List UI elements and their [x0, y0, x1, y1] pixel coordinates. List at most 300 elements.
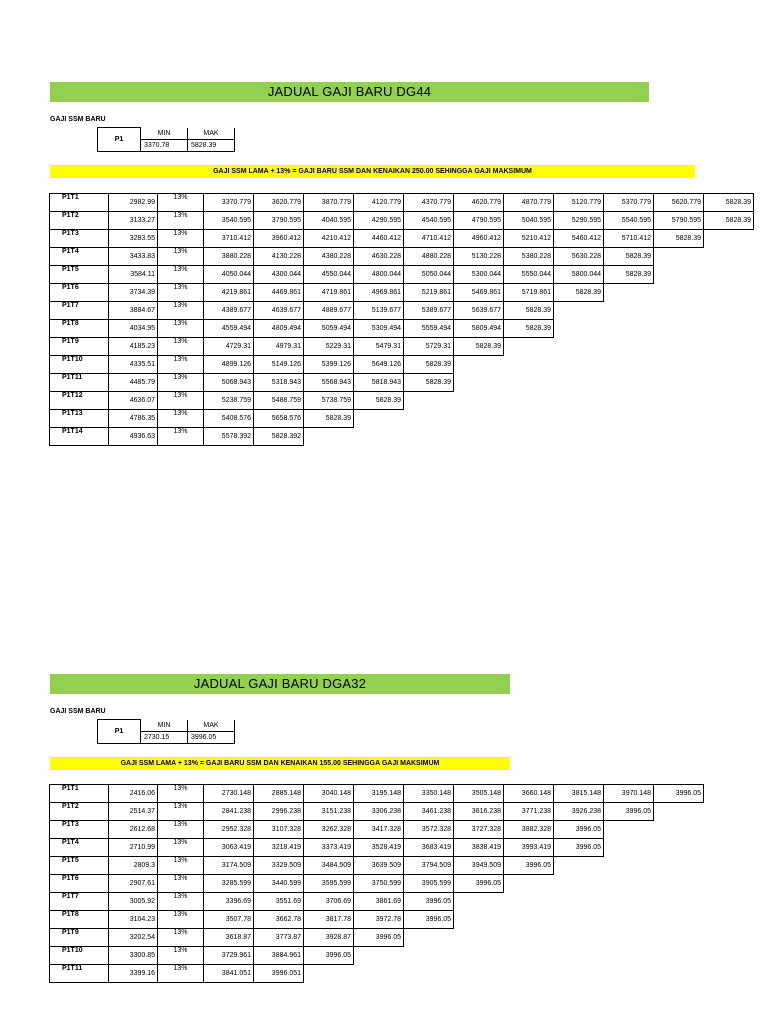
salary-value-cell: 4469.861	[254, 284, 304, 302]
empty-cell	[704, 266, 754, 284]
empty-cell	[554, 302, 604, 320]
grade-step-cell: P1T4	[50, 839, 109, 857]
empty-cell	[354, 410, 404, 428]
salary-value-cell: 2885.148	[254, 785, 304, 803]
empty-cell	[454, 965, 504, 983]
empty-cell	[704, 356, 754, 374]
table-row	[50, 212, 754, 230]
percent-cell: 13%	[158, 821, 204, 839]
salary-value-cell: 3350.148	[404, 785, 454, 803]
salary-value-cell: 3882.328	[504, 821, 554, 839]
salary-value-cell: 5710.412	[604, 230, 654, 248]
salary-value-cell: 5290.595	[554, 212, 604, 230]
grade-step-cell: P1T10	[50, 356, 109, 374]
empty-cell	[604, 428, 654, 446]
salary-value-cell: 2841.238	[204, 803, 254, 821]
salary-value-cell: 4870.779	[504, 194, 554, 212]
salary-value-cell: 3107.328	[254, 821, 304, 839]
empty-cell	[454, 428, 504, 446]
table-row	[50, 929, 704, 947]
salary-value-cell: 4120.779	[354, 194, 404, 212]
salary-value-cell: 4809.494	[254, 320, 304, 338]
salary-value-cell: 5238.759	[204, 392, 254, 410]
grade-step-cell: P1T13	[50, 410, 109, 428]
empty-cell	[704, 302, 754, 320]
salary-value-cell: 4899.126	[204, 356, 254, 374]
formula-note: GAJI SSM LAMA + 13% = GAJI BARU SSM DAN KENAIKAN 155.00 SEHINGGA GAJI MAKSIMUM	[50, 757, 510, 770]
salary-value-cell: 5828.39	[304, 410, 354, 428]
salary-value-cell: 3841.051	[204, 965, 254, 983]
empty-cell	[454, 893, 504, 911]
salary-value-cell: 5309.494	[354, 320, 404, 338]
old-salary-cell: 4185.23	[109, 338, 158, 356]
salary-table-dga32	[49, 784, 704, 983]
salary-value-cell: 5729.31	[404, 338, 454, 356]
empty-cell	[704, 248, 754, 266]
grade-step-cell: P1T10	[50, 947, 109, 965]
salary-value-cell: 3750.599	[354, 875, 404, 893]
salary-value-cell: 5068.943	[204, 374, 254, 392]
salary-value-cell: 3662.78	[254, 911, 304, 929]
salary-value-cell: 4290.595	[354, 212, 404, 230]
grade-step-cell: P1T3	[50, 821, 109, 839]
salary-value-cell: 5620.779	[654, 194, 704, 212]
salary-value-cell: 3996.05	[504, 857, 554, 875]
old-salary-cell: 3133.27	[109, 212, 158, 230]
table-row	[50, 266, 754, 284]
table-row	[50, 947, 704, 965]
empty-cell	[554, 428, 604, 446]
table-row	[50, 302, 754, 320]
table-row	[50, 821, 704, 839]
percent-cell: 13%	[158, 428, 204, 446]
grade-step-cell: P1T11	[50, 965, 109, 983]
salary-value-cell: 4710.412	[404, 230, 454, 248]
salary-value-cell: 3972.78	[354, 911, 404, 929]
salary-value-cell: 3195.148	[354, 785, 404, 803]
empty-cell	[604, 929, 654, 947]
salary-value-cell: 5399.126	[304, 356, 354, 374]
empty-cell	[454, 356, 504, 374]
empty-cell	[654, 821, 704, 839]
salary-value-cell: 5488.759	[254, 392, 304, 410]
salary-value-cell: 3507.78	[204, 911, 254, 929]
percent-cell: 13%	[158, 266, 204, 284]
salary-value-cell: 3417.328	[354, 821, 404, 839]
empty-cell	[454, 929, 504, 947]
salary-value-cell: 5790.595	[654, 212, 704, 230]
salary-value-cell: 3949.509	[454, 857, 504, 875]
salary-value-cell: 4790.595	[454, 212, 504, 230]
salary-value-cell: 5040.595	[504, 212, 554, 230]
percent-cell: 13%	[158, 929, 204, 947]
empty-cell	[704, 320, 754, 338]
empty-cell	[604, 410, 654, 428]
gaji-ssm-baru-label: GAJI SSM BARU	[50, 708, 106, 715]
empty-cell	[504, 965, 554, 983]
salary-value-cell: 5630.228	[554, 248, 604, 266]
empty-cell	[604, 356, 654, 374]
salary-value-cell: 3928.87	[304, 929, 354, 947]
empty-cell	[354, 965, 404, 983]
empty-cell	[654, 320, 704, 338]
salary-value-cell: 5818.943	[354, 374, 404, 392]
salary-value-cell: 3815.148	[554, 785, 604, 803]
salary-value-cell: 3993.419	[504, 839, 554, 857]
salary-value-cell: 5219.861	[404, 284, 454, 302]
salary-value-cell: 4219.861	[204, 284, 254, 302]
empty-cell	[454, 392, 504, 410]
empty-cell	[554, 320, 604, 338]
old-salary-cell: 2907.61	[109, 875, 158, 893]
salary-value-cell: 3461.238	[404, 803, 454, 821]
old-salary-cell: 3584.11	[109, 266, 158, 284]
percent-cell: 13%	[158, 392, 204, 410]
salary-value-cell: 4540.595	[404, 212, 454, 230]
empty-cell	[504, 428, 554, 446]
empty-cell	[654, 857, 704, 875]
salary-value-cell: 5550.044	[504, 266, 554, 284]
salary-value-cell: 3329.509	[254, 857, 304, 875]
salary-value-cell: 3996.05	[454, 875, 504, 893]
salary-value-cell: 5828.39	[504, 320, 554, 338]
empty-cell	[654, 911, 704, 929]
salary-value-cell: 4210.412	[304, 230, 354, 248]
old-salary-cell: 4636.07	[109, 392, 158, 410]
salary-value-cell: 3996.05	[304, 947, 354, 965]
table-row	[50, 284, 754, 302]
gaji-ssm-baru-label: GAJI SSM BARU	[50, 116, 106, 123]
grade-step-cell: P1T9	[50, 929, 109, 947]
grade-step-cell: P1T3	[50, 230, 109, 248]
grade-label: P1	[98, 128, 141, 152]
empty-cell	[404, 947, 454, 965]
old-salary-cell: 2710.99	[109, 839, 158, 857]
salary-value-cell: 3710.412	[204, 230, 254, 248]
salary-value-cell: 5828.39	[404, 356, 454, 374]
empty-cell	[654, 929, 704, 947]
empty-cell	[654, 374, 704, 392]
old-salary-cell: 4936.63	[109, 428, 158, 446]
salary-value-cell: 5130.228	[454, 248, 504, 266]
salary-value-cell: 5578.392	[204, 428, 254, 446]
salary-table-dg44	[49, 193, 754, 446]
empty-cell	[554, 911, 604, 929]
salary-value-cell: 5408.576	[204, 410, 254, 428]
salary-value-cell: 3880.228	[204, 248, 254, 266]
salary-value-cell: 3706.69	[304, 893, 354, 911]
empty-cell	[704, 338, 754, 356]
empty-cell	[604, 893, 654, 911]
table-row	[50, 392, 754, 410]
salary-value-cell: 3174.509	[204, 857, 254, 875]
salary-value-cell: 3505.148	[454, 785, 504, 803]
salary-value-cell: 3285.599	[204, 875, 254, 893]
salary-value-cell: 4960.412	[454, 230, 504, 248]
salary-value-cell: 5059.494	[304, 320, 354, 338]
salary-value-cell: 4969.861	[354, 284, 404, 302]
empty-cell	[454, 374, 504, 392]
salary-value-cell: 5559.494	[404, 320, 454, 338]
salary-value-cell: 5460.412	[554, 230, 604, 248]
salary-value-cell: 3151.238	[304, 803, 354, 821]
table-row	[50, 875, 704, 893]
percent-cell: 13%	[158, 893, 204, 911]
grade-label: P1	[98, 720, 141, 744]
formula-note: GAJI SSM LAMA + 13% = GAJI BARU SSM DAN KENAIKAN 250.00 SEHINGGA GAJI MAKSIMUM	[50, 165, 695, 178]
salary-value-cell: 5828.39	[704, 194, 754, 212]
old-salary-cell: 3300.85	[109, 947, 158, 965]
empty-cell	[504, 410, 554, 428]
percent-cell: 13%	[158, 911, 204, 929]
salary-value-cell: 3729.961	[204, 947, 254, 965]
salary-value-cell: 3838.419	[454, 839, 504, 857]
percent-cell: 13%	[158, 248, 204, 266]
grade-step-cell: P1T7	[50, 893, 109, 911]
percent-cell: 13%	[158, 356, 204, 374]
old-salary-cell: 3005.92	[109, 893, 158, 911]
salary-value-cell: 3595.599	[304, 875, 354, 893]
salary-value-cell: 2996.238	[254, 803, 304, 821]
old-salary-cell: 3433.83	[109, 248, 158, 266]
grade-step-cell: P1T11	[50, 374, 109, 392]
salary-value-cell: 3396.69	[204, 893, 254, 911]
grade-step-cell: P1T5	[50, 857, 109, 875]
salary-value-cell: 3996.05	[654, 785, 704, 803]
salary-value-cell: 5828.39	[404, 374, 454, 392]
empty-cell	[604, 821, 654, 839]
salary-value-cell: 5828.39	[354, 392, 404, 410]
percent-cell: 13%	[158, 857, 204, 875]
salary-value-cell: 5649.126	[354, 356, 404, 374]
empty-cell	[654, 875, 704, 893]
empty-cell	[504, 929, 554, 947]
salary-value-cell: 5479.31	[354, 338, 404, 356]
salary-value-cell: 5389.677	[404, 302, 454, 320]
old-salary-cell: 3104.23	[109, 911, 158, 929]
empty-cell	[454, 410, 504, 428]
empty-cell	[304, 965, 354, 983]
empty-cell	[654, 893, 704, 911]
empty-cell	[604, 911, 654, 929]
salary-value-cell: 4729.31	[204, 338, 254, 356]
old-salary-cell: 3884.67	[109, 302, 158, 320]
salary-value-cell: 5300.044	[454, 266, 504, 284]
empty-cell	[654, 266, 704, 284]
salary-value-cell: 4630.228	[354, 248, 404, 266]
empty-cell	[404, 392, 454, 410]
empty-cell	[504, 338, 554, 356]
salary-value-cell: 5370.779	[604, 194, 654, 212]
empty-cell	[604, 392, 654, 410]
salary-value-cell: 3727.328	[454, 821, 504, 839]
empty-cell	[654, 392, 704, 410]
salary-value-cell: 4040.595	[304, 212, 354, 230]
empty-cell	[554, 392, 604, 410]
empty-cell	[604, 320, 654, 338]
old-salary-cell: 4034.95	[109, 320, 158, 338]
salary-value-cell: 5809.494	[454, 320, 504, 338]
title-dg44: JADUAL GAJI BARU DG44	[50, 82, 649, 102]
grade-step-cell: P1T6	[50, 875, 109, 893]
percent-cell: 13%	[158, 230, 204, 248]
grade-step-cell: P1T8	[50, 320, 109, 338]
salary-value-cell: 5568.943	[304, 374, 354, 392]
salary-value-cell: 4370.779	[404, 194, 454, 212]
salary-value-cell: 3373.419	[304, 839, 354, 857]
salary-value-cell: 4620.779	[454, 194, 504, 212]
salary-value-cell: 3618.87	[204, 929, 254, 947]
empty-cell	[404, 428, 454, 446]
table-row	[50, 356, 754, 374]
grade-step-cell: P1T9	[50, 338, 109, 356]
salary-value-cell: 3551.69	[254, 893, 304, 911]
salary-value-cell: 5658.576	[254, 410, 304, 428]
empty-cell	[304, 428, 354, 446]
percent-cell: 13%	[158, 212, 204, 230]
salary-value-cell: 4979.31	[254, 338, 304, 356]
salary-value-cell: 5719.861	[504, 284, 554, 302]
percent-cell: 13%	[158, 803, 204, 821]
salary-value-cell: 3218.419	[254, 839, 304, 857]
percent-cell: 13%	[158, 839, 204, 857]
salary-value-cell: 2730.148	[204, 785, 254, 803]
title-dga32: JADUAL GAJI BARU DGA32	[50, 674, 510, 694]
empty-cell	[554, 893, 604, 911]
grade-step-cell: P1T8	[50, 911, 109, 929]
old-salary-cell: 4335.51	[109, 356, 158, 374]
salary-value-cell: 4800.044	[354, 266, 404, 284]
percent-cell: 13%	[158, 320, 204, 338]
percent-cell: 13%	[158, 410, 204, 428]
salary-value-cell: 3996.05	[404, 893, 454, 911]
empty-cell	[604, 839, 654, 857]
salary-value-cell: 3794.509	[404, 857, 454, 875]
salary-value-cell: 4550.044	[304, 266, 354, 284]
min-label: MIN	[141, 128, 188, 140]
table-row	[50, 428, 754, 446]
empty-cell	[354, 947, 404, 965]
empty-cell	[604, 302, 654, 320]
empty-cell	[704, 392, 754, 410]
grade-step-cell: P1T12	[50, 392, 109, 410]
salary-value-cell: 5828.39	[504, 302, 554, 320]
salary-value-cell: 3639.509	[354, 857, 404, 875]
empty-cell	[604, 875, 654, 893]
mak-label: MAK	[188, 720, 235, 732]
salary-value-cell: 5469.861	[454, 284, 504, 302]
salary-value-cell: 3262.328	[304, 821, 354, 839]
salary-value-cell: 5229.31	[304, 338, 354, 356]
empty-cell	[554, 947, 604, 965]
empty-cell	[454, 911, 504, 929]
salary-value-cell: 5149.126	[254, 356, 304, 374]
salary-value-cell: 4880.228	[404, 248, 454, 266]
salary-value-cell: 4460.412	[354, 230, 404, 248]
salary-value-cell: 3790.595	[254, 212, 304, 230]
salary-value-cell: 3905.599	[404, 875, 454, 893]
grade-step-cell: P1T1	[50, 194, 109, 212]
salary-value-cell: 3884.961	[254, 947, 304, 965]
salary-value-cell: 3970.148	[604, 785, 654, 803]
empty-cell	[654, 284, 704, 302]
old-salary-cell: 3202.54	[109, 929, 158, 947]
salary-value-cell: 5540.595	[604, 212, 654, 230]
salary-value-cell: 3771.238	[504, 803, 554, 821]
empty-cell	[604, 965, 654, 983]
table-row	[50, 374, 754, 392]
old-salary-cell: 3734.39	[109, 284, 158, 302]
empty-cell	[704, 284, 754, 302]
salary-value-cell: 5828.39	[454, 338, 504, 356]
salary-value-cell: 3996.05	[554, 821, 604, 839]
table-row	[50, 248, 754, 266]
grade-step-cell: P1T5	[50, 266, 109, 284]
min-max-table	[97, 127, 235, 152]
salary-value-cell: 4380.228	[304, 248, 354, 266]
empty-cell	[704, 428, 754, 446]
salary-value-cell: 3540.595	[204, 212, 254, 230]
salary-value-cell: 5828.39	[604, 248, 654, 266]
salary-value-cell: 3996.05	[404, 911, 454, 929]
empty-cell	[654, 302, 704, 320]
salary-value-cell: 5828.392	[254, 428, 304, 446]
percent-cell: 13%	[158, 875, 204, 893]
salary-value-cell: 3572.328	[404, 821, 454, 839]
empty-cell	[654, 428, 704, 446]
grade-step-cell: P1T7	[50, 302, 109, 320]
salary-value-cell: 3870.779	[304, 194, 354, 212]
table-row	[50, 911, 704, 929]
salary-value-cell: 4889.677	[304, 302, 354, 320]
empty-cell	[454, 947, 504, 965]
salary-value-cell: 4130.228	[254, 248, 304, 266]
percent-cell: 13%	[158, 785, 204, 803]
percent-cell: 13%	[158, 284, 204, 302]
salary-value-cell: 5210.412	[504, 230, 554, 248]
table-row	[50, 410, 754, 428]
salary-value-cell: 3440.599	[254, 875, 304, 893]
salary-value-cell: 5120.779	[554, 194, 604, 212]
old-salary-cell: 3399.16	[109, 965, 158, 983]
empty-cell	[604, 857, 654, 875]
salary-value-cell: 3996.05	[554, 839, 604, 857]
empty-cell	[654, 947, 704, 965]
old-salary-cell: 2809.3	[109, 857, 158, 875]
empty-cell	[654, 338, 704, 356]
salary-value-cell: 5828.39	[704, 212, 754, 230]
salary-value-cell: 3996.051	[254, 965, 304, 983]
empty-cell	[654, 965, 704, 983]
salary-value-cell: 5380.228	[504, 248, 554, 266]
table-row	[50, 803, 704, 821]
empty-cell	[504, 356, 554, 374]
empty-cell	[554, 929, 604, 947]
salary-value-cell: 5800.044	[554, 266, 604, 284]
min-value: 3370.78	[141, 139, 188, 151]
salary-value-cell: 3306.238	[354, 803, 404, 821]
empty-cell	[404, 929, 454, 947]
empty-cell	[354, 428, 404, 446]
empty-cell	[554, 338, 604, 356]
empty-cell	[654, 410, 704, 428]
empty-cell	[504, 911, 554, 929]
salary-value-cell: 5639.677	[454, 302, 504, 320]
old-salary-cell: 4485.79	[109, 374, 158, 392]
empty-cell	[554, 857, 604, 875]
salary-value-cell: 3528.419	[354, 839, 404, 857]
salary-value-cell: 3996.05	[354, 929, 404, 947]
